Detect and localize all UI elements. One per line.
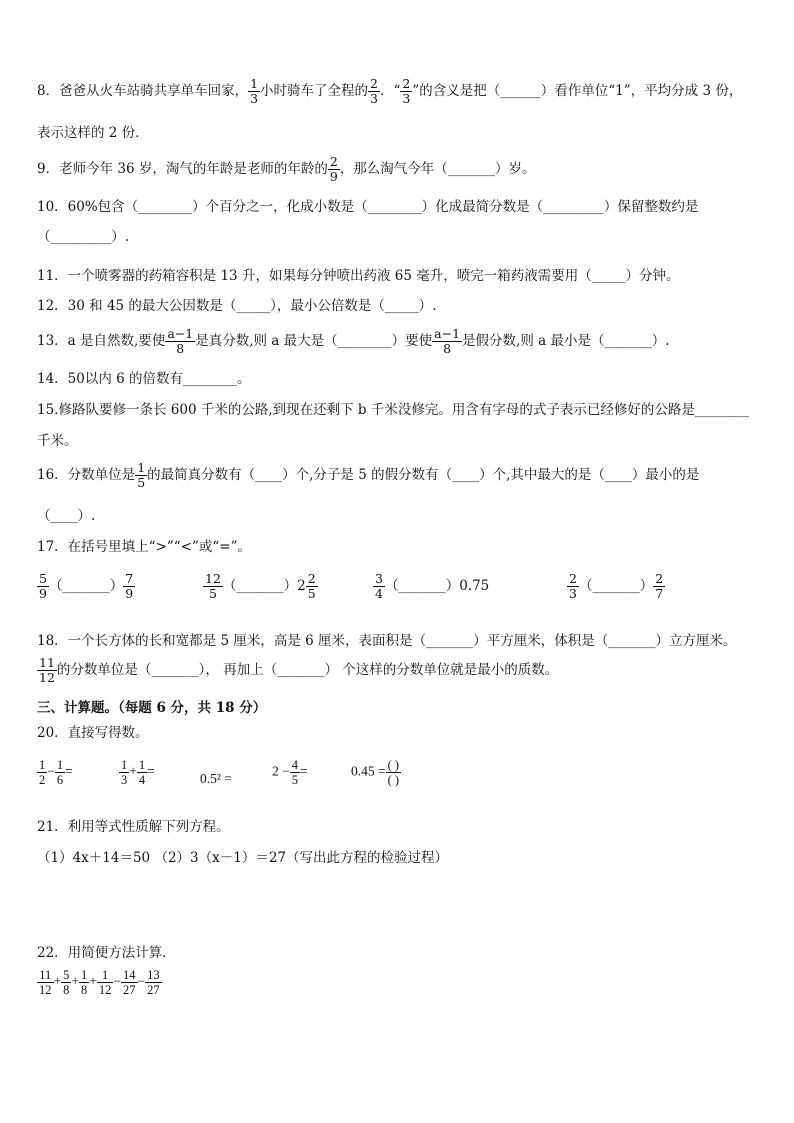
question-13 [37, 327, 670, 356]
question-21-equations: （1）4x＋14＝50 （2）3（x－1）＝27（写出此方程的检验过程） [37, 850, 448, 866]
question-11: 11．一个喷雾器的药箱容积是 13 升，如果每分钟喷出药液 65 毫升，喷完一箱药液需要用（_____）分钟。 [37, 268, 680, 284]
fraction: $\frac{2}{3}$ [370, 76, 378, 106]
question-21: 21．利用等式性质解下列方程。 [37, 819, 230, 835]
q13-text: 是假分数,则 a 最小是（_______）. [462, 333, 670, 349]
q13-text: 13．a 是自然数,要使 [37, 333, 166, 349]
question-14: 14．50以内 6 的倍数有________。 [37, 371, 251, 387]
fraction: $\frac{a-1}{8}$ [434, 326, 461, 356]
compare-item: $\frac{5}{9}$ （_______） $\frac{7}{9}$ [39, 571, 134, 601]
fraction: $\frac{a-1}{8}$ [167, 326, 194, 356]
question-12: 12．30 和 45 的最大公因数是（_____），最小公倍数是（_____）. [37, 298, 437, 314]
q8-text: 8．爸爸从火车站骑共享单车回家， [37, 83, 249, 99]
expr-3: 0.5² = [200, 771, 232, 786]
question-8-cont: 表示这样的 2 份． [37, 125, 149, 141]
question-16-cont: （____）. [37, 508, 96, 524]
question-15: 15.修路队要修一条长 600 千米的公路,到现在还剩下 b 千米没修完。用含有字母的式子表示已经修好的公路是________ [37, 402, 749, 418]
question-22: 22．用简便方法计算． [37, 945, 176, 961]
fraction: $\frac{11}{12}$ [39, 655, 55, 685]
fraction: $\frac{2}{3}$ [402, 76, 411, 106]
expr-4: 2 − $\frac{4}{5}$ = [272, 758, 308, 787]
expr-2: $\frac{1}{3}$ + $\frac{1}{4}$ = [121, 758, 155, 787]
expr-5: 0.45 = $\frac{( )}{( )}$ [351, 758, 400, 787]
q16-text: 16．分数单位是 [37, 467, 136, 483]
question-19 [37, 656, 558, 685]
expr-1: $\frac{1}{2}$ − $\frac{1}{6}$ = [39, 758, 73, 787]
compare-item: $\frac{3}{4}$ （_______）0.75 [375, 571, 490, 601]
q9-text: 9．老师今年 36 岁，淘气的年龄是老师的年龄的 [37, 161, 328, 177]
fraction: $\frac{1}{5}$ [137, 460, 146, 490]
q19-text: 的分数单位是（_______）， 再加上（_______） 个这样的分数单位就是最小的质数。 [56, 662, 559, 678]
question-9 [37, 155, 536, 184]
question-20: 20．直接写得数。 [37, 725, 149, 741]
question-15-cont: 千米。 [37, 433, 78, 449]
question-18: 18．一个长方体的长和宽都是 5 厘米，高是 6 厘米，表面积是（_______）平方厘米，体积是（_______）立方厘米。 [37, 633, 737, 649]
fraction: $\frac{1}{3}$ [250, 76, 259, 106]
q9-text: ，那么淘气今年（_______）岁。 [339, 161, 536, 177]
q13-text: 是真分数,则 a 最大是（________）要使 [195, 333, 433, 349]
q22-expression: $\frac{11}{12}$ + $\frac{5}{8}$ + $\frac{1}{8}$ + $\frac{1}{12}$ − $\frac{14}{27}$ − $\frac{13}{27}$ [39, 968, 160, 997]
question-10: 10．60%包含（________）个百分之一，化成小数是（________）化成最简分数是（_________）保留整数约是 [37, 199, 699, 215]
question-16 [37, 461, 699, 490]
compare-item: $\frac{2}{3}$ （_______） $\frac{2}{7}$ [569, 571, 664, 601]
compare-item: $\frac{12}{5}$ （_______）2 $\frac{2}{5}$ [205, 571, 316, 601]
question-17: 17．在括号里填上“>”“<”或“=”。 [37, 539, 252, 555]
question-10-cont: （_________）. [37, 229, 130, 245]
q8-text: ．“ [380, 83, 401, 99]
q16-text: 的最简真分数有（____）个,分子是 5 的假分数有（____）个,其中最大的是（____）最小的是 [147, 467, 700, 483]
question-8 [37, 77, 742, 106]
section-heading: 三、计算题。（每题 6 分，共 18 分） [37, 700, 267, 716]
q8-text: 小时骑车了全程的 [260, 83, 369, 99]
fraction: $\frac{2}{9}$ [329, 154, 338, 184]
q8-text: ”的含义是把（______）看作单位“1”，平均分成 3 份， [412, 83, 743, 99]
